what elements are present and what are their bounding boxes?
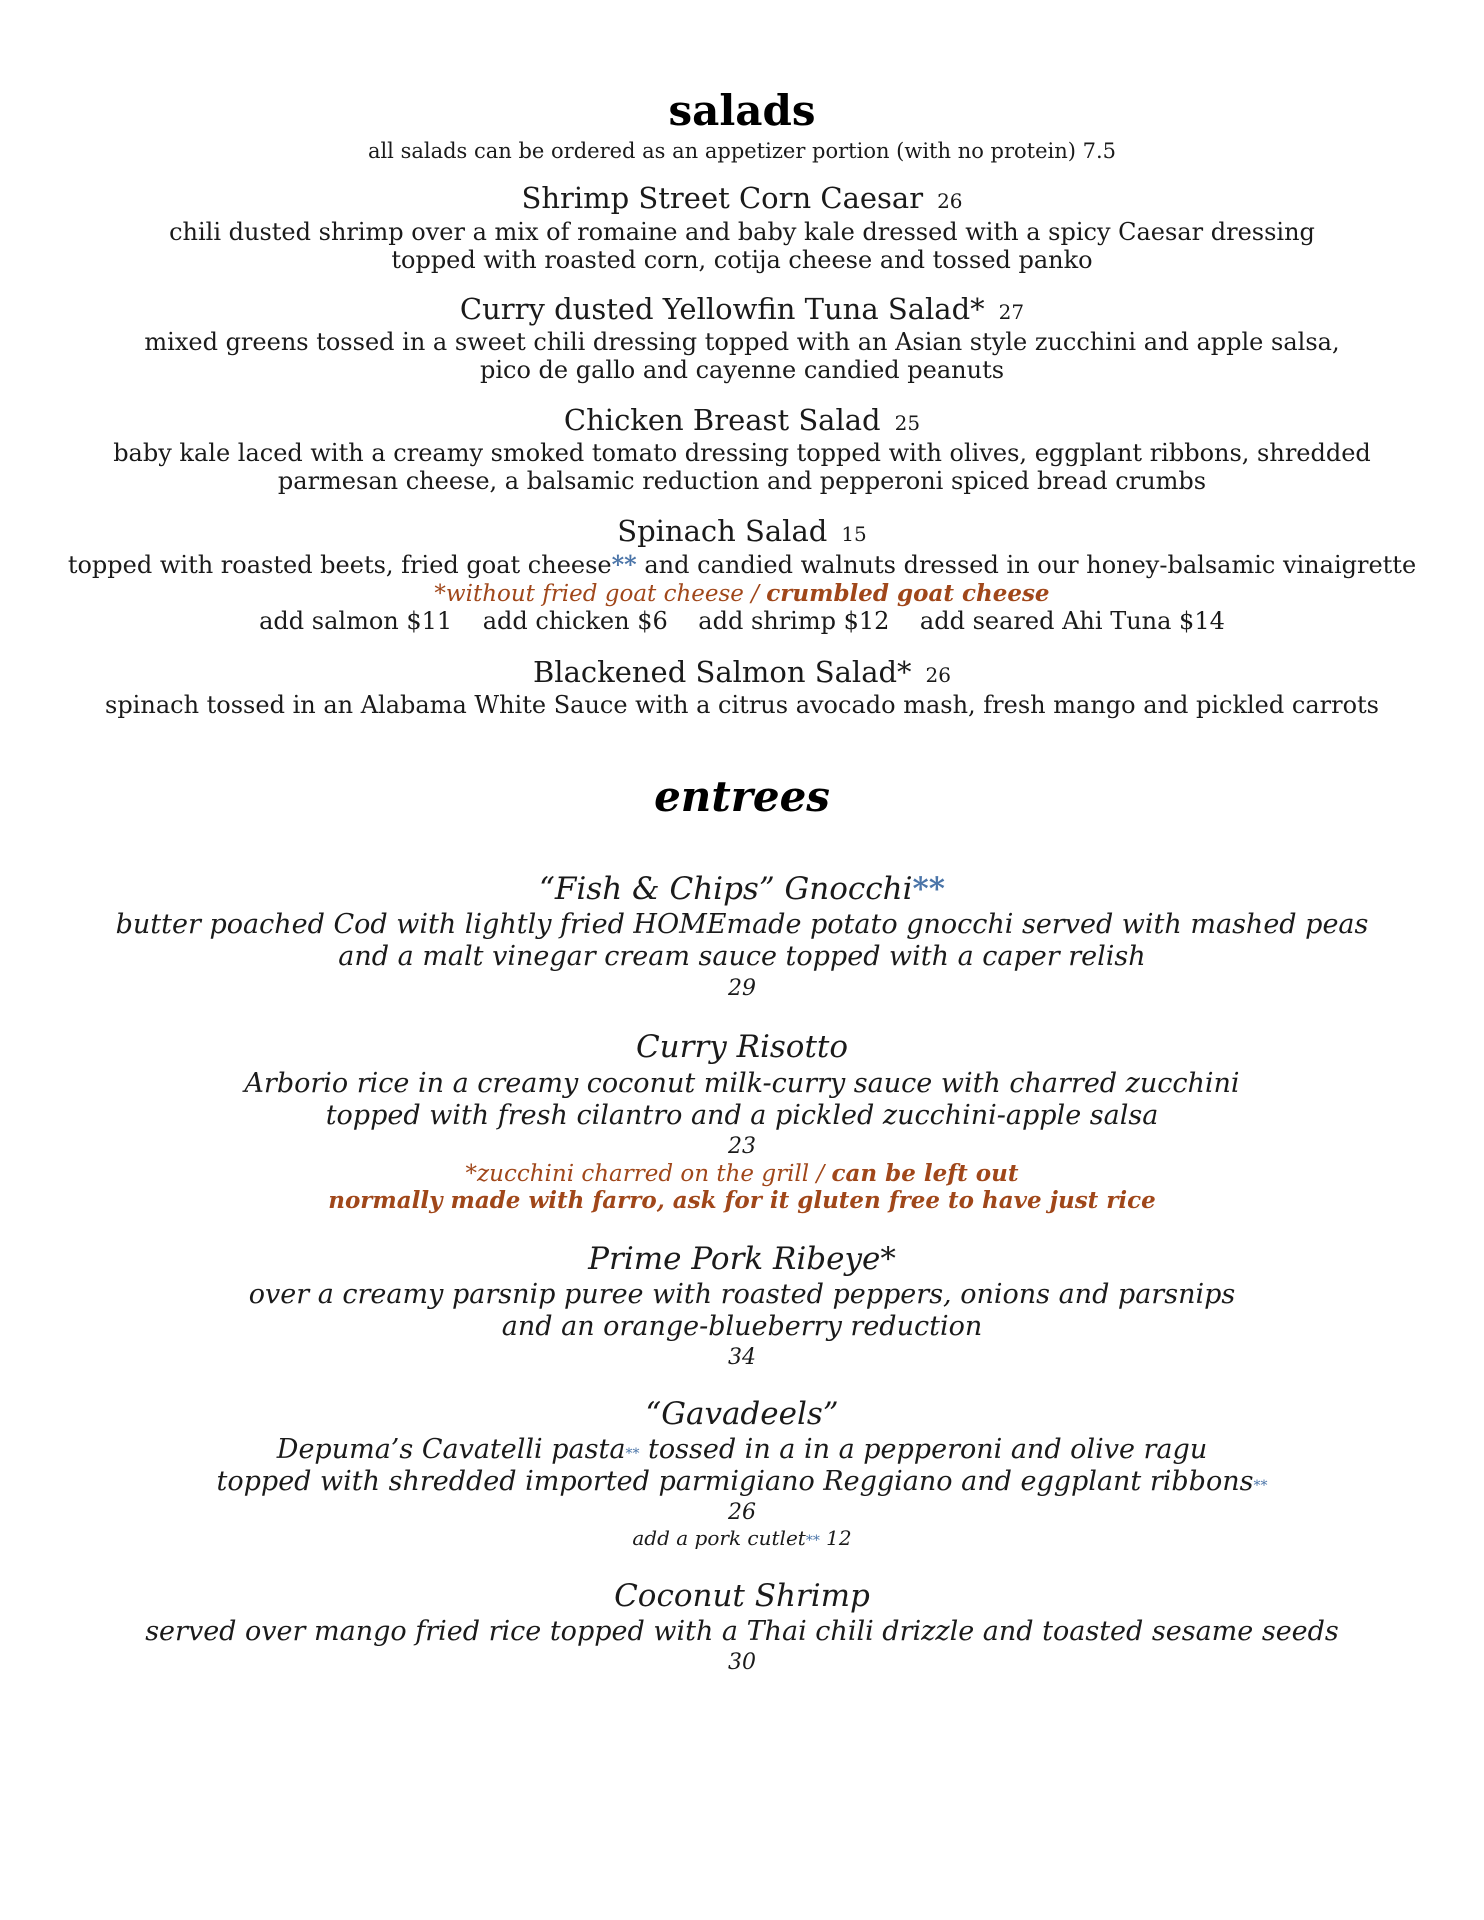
salad-name: Blackened Salmon Salad* bbox=[533, 655, 912, 689]
salad-substitution-note bbox=[0, 580, 1484, 608]
salad-addons: add salmon $11 add chicken $6 add shrimp $12 add seared Ahi Tuna $14 bbox=[259, 607, 1225, 635]
salad-name: Shrimp Street Corn Caesar bbox=[521, 181, 924, 215]
desc-text: Depuma’s Cavatelli pasta bbox=[276, 1434, 626, 1465]
entree-description: served over mango fried rice topped with a Thai chili drizzle and toasted sesame seeds bbox=[145, 1616, 1339, 1647]
salad-item-name-row bbox=[0, 292, 1484, 326]
salad-description bbox=[0, 551, 1484, 579]
entree-name-row bbox=[0, 871, 1484, 907]
entree-price: 34 bbox=[728, 1345, 756, 1370]
salad-item-name-row bbox=[0, 181, 1484, 215]
asterisk-marker: ** bbox=[805, 1533, 820, 1549]
salad-name: Curry dusted Yellowfin Tuna Salad* bbox=[459, 292, 985, 326]
entree-price: 26 bbox=[728, 1500, 756, 1525]
entree-price: 23 bbox=[728, 1134, 756, 1159]
entree-description: and a malt vinegar cream sauce topped with a caper relish bbox=[338, 941, 1146, 972]
salad-price: 25 bbox=[894, 411, 921, 435]
asterisk-marker: ** bbox=[1253, 1478, 1268, 1494]
entree-description bbox=[0, 1434, 1484, 1470]
salads-note: all salads can be ordered as an appetizer portion (with no protein) 7.5 bbox=[367, 139, 1117, 163]
entree-price: 30 bbox=[728, 1650, 756, 1675]
entree-price: 29 bbox=[728, 976, 756, 1001]
salad-name: Chicken Breast Salad bbox=[563, 403, 881, 437]
salad-description: mixed greens tossed in a sweet chili dressing topped with an Asian style zucchini and apple salsa, bbox=[144, 328, 1340, 356]
salad-name: Spinach Salad bbox=[617, 514, 828, 548]
sub-text-bold: crumbled goat cheese bbox=[766, 580, 1050, 607]
entree-name: Curry Risotto bbox=[635, 1029, 849, 1065]
salad-item-name-row bbox=[0, 403, 1484, 437]
salad-description: spinach tossed in an Alabama White Sauce with a citrus avocado mash, fresh mango and pickled carrots bbox=[105, 691, 1379, 719]
entree-description: over a creamy parsnip puree with roasted peppers, onions and parsnips bbox=[248, 1279, 1236, 1310]
sub-text-bold: can be left out bbox=[831, 1160, 1019, 1187]
asterisk-marker: ** bbox=[611, 550, 637, 579]
entree-name: Coconut Shrimp bbox=[614, 1578, 870, 1614]
salad-price: 26 bbox=[937, 189, 963, 213]
salads-heading: salads bbox=[668, 86, 816, 135]
sub-text: *without fried goat cheese / bbox=[434, 581, 767, 607]
entree-addon bbox=[0, 1526, 1484, 1550]
entrees-heading: entrees bbox=[654, 772, 830, 821]
salad-description: baby kale laced with a creamy smoked tomato dressing topped with olives, eggplant ribbons, shredded bbox=[113, 439, 1371, 467]
salad-description: topped with roasted corn, cotija cheese and tossed panko bbox=[391, 246, 1093, 274]
entree-description: topped with fresh cilantro and a pickled zucchini-apple salsa bbox=[325, 1100, 1159, 1131]
salad-item-name-row bbox=[0, 655, 1484, 689]
entree-substitution-note bbox=[0, 1160, 1484, 1188]
entree-description: and an orange-blueberry reduction bbox=[501, 1311, 983, 1342]
entree-name: “Gavadeels” bbox=[645, 1396, 839, 1432]
entree-description bbox=[0, 1466, 1484, 1502]
salad-price: 15 bbox=[841, 522, 867, 546]
salad-price: 27 bbox=[998, 300, 1025, 324]
salad-description: chili dusted shrimp over a mix of romaine and baby kale dressed with a spicy Caesar dressing bbox=[169, 218, 1315, 246]
salad-price: 26 bbox=[925, 663, 951, 687]
desc-text: topped with shredded imported parmigiano Reggiano and eggplant ribbons bbox=[216, 1466, 1254, 1497]
salad-item-name-row bbox=[0, 514, 1484, 548]
desc-text: topped with roasted beets, fried goat cheese bbox=[67, 551, 612, 579]
entree-description: butter poached Cod with lightly fried HOMEmade potato gnocchi served with mashed peas bbox=[115, 909, 1369, 940]
addon-text: 12 bbox=[819, 1526, 852, 1550]
sub-text: *zucchini charred on the grill / bbox=[465, 1161, 832, 1187]
desc-text: tossed in a in a pepperoni and olive ragu bbox=[639, 1434, 1208, 1465]
entree-description: Arborio rice in a creamy coconut milk-curry sauce with charred zucchini bbox=[244, 1068, 1240, 1099]
asterisk-marker: ** bbox=[625, 1446, 640, 1462]
salad-description: parmesan cheese, a balsamic reduction and pepperoni spiced bread crumbs bbox=[277, 467, 1207, 495]
entree-name: Prime Pork Ribeye* bbox=[588, 1241, 896, 1277]
desc-text: and candied walnuts dressed in our honey-balsamic vinaigrette bbox=[636, 551, 1417, 579]
entree-gluten-note: normally made with farro, ask for it gluten free to have just rice bbox=[328, 1187, 1156, 1214]
entree-name: “Fish & Chips” Gnocchi bbox=[539, 871, 913, 907]
asterisk-marker: ** bbox=[912, 871, 945, 907]
salad-description: pico de gallo and cayenne candied peanuts bbox=[479, 356, 1005, 384]
addon-text: add a pork cutlet bbox=[632, 1526, 806, 1550]
